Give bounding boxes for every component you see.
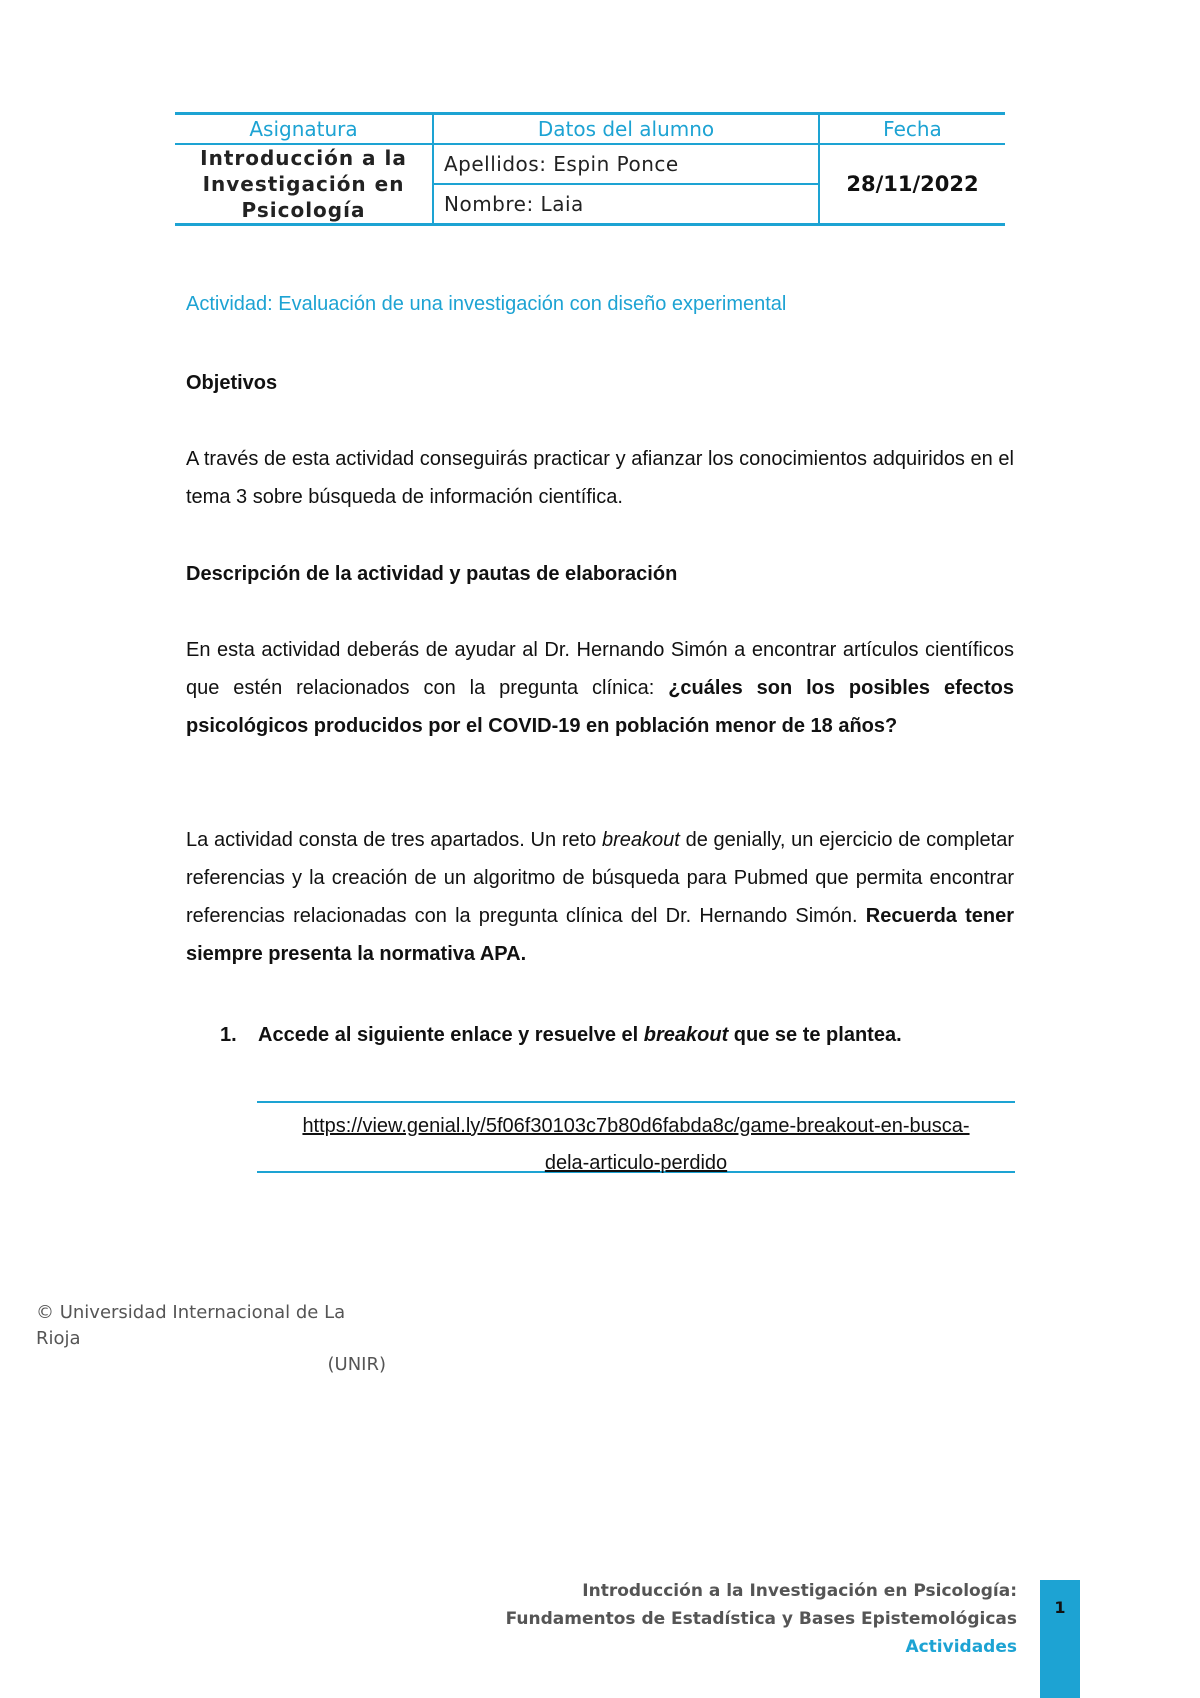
objetivos-paragraph: A través de esta actividad conseguirás practicar y afianzar los conocimientos adquiridos en el tema 3 sobre búsqueda de información científica. (186, 448, 1014, 508)
page-footer (506, 1577, 1017, 1661)
subject-line: Introducción a la (200, 146, 407, 170)
paragraph-text: de genially, un ejercicio de completar referencias y la creación de un algoritmo de búsqueda para Pubmed que permita encontrar referencias relacionadas con la pregunta clínica del Dr. Hernando Simón. (186, 829, 1014, 927)
descripcion-paragraph-2 (186, 821, 1014, 973)
objetivos-heading: Objetivos (186, 372, 278, 394)
genially-link-line-1[interactable]: https://view.genial.ly/5f06f30103c7b80d6fabda8c/game-breakout-en-busca- (302, 1115, 970, 1137)
descripcion-paragraph-1 (186, 631, 1014, 745)
page-number: 1 (1040, 1580, 1080, 1698)
footer-course-subtitle: Fundamentos de Estadística y Bases Epistemológicas (505, 1609, 1017, 1629)
paragraph-text: La actividad consta de tres apartados. Un reto (186, 829, 603, 851)
descripcion-heading: Descripción de la actividad y pautas de elaboración (186, 563, 678, 585)
date-cell: 28/11/2022 (819, 144, 1005, 225)
surname-field: Apellidos: Espin Ponce (444, 152, 679, 176)
genially-link-line-2[interactable]: dela-articulo-perdido (544, 1152, 728, 1174)
clinical-question: ¿cuáles son los posibles efectos psicológicos producidos por el COVID-19 en población menor de 18 años? (186, 677, 1014, 737)
student-column-header: Datos del alumno (433, 114, 819, 145)
subject-line: Investigación en (202, 172, 405, 196)
subject-line: Psicología (241, 198, 366, 222)
copyright-line: © Universidad Internacional de La Rioja (36, 1302, 346, 1349)
student-cell (433, 144, 819, 225)
paragraph-text: En esta actividad deberás de ayudar al Dr. Hernando Simón a encontrar artículos científicos que estén relacionados con la pregunta clínica: (186, 639, 1014, 699)
footer-course-title: Introducción a la Investigación en Psicología: (582, 1581, 1017, 1601)
step-number: 1. (220, 1024, 237, 1046)
step-text: que se te plantea. (728, 1024, 902, 1046)
copyright-line: (UNIR) (327, 1354, 386, 1375)
apa-reminder: Recuerda tener siempre presenta la normativa APA. (186, 905, 1015, 965)
date-column-header: Fecha (819, 114, 1005, 145)
activity-title: Actividad: Evaluación de una investigación con diseño experimental (186, 293, 787, 315)
header-table (175, 112, 1005, 226)
step-1-item (220, 1016, 902, 1054)
copyright-notice (36, 1300, 386, 1378)
name-field: Nombre: Laia (434, 183, 818, 223)
subject-column-header: Asignatura (175, 114, 433, 145)
breakout-term: breakout (602, 829, 680, 851)
subject-cell (175, 144, 433, 225)
step-text: Accede al siguiente enlace y resuelve el (258, 1024, 644, 1046)
breakout-term: breakout (643, 1024, 729, 1046)
footer-section: Actividades (905, 1637, 1017, 1657)
link-box (257, 1101, 1015, 1173)
